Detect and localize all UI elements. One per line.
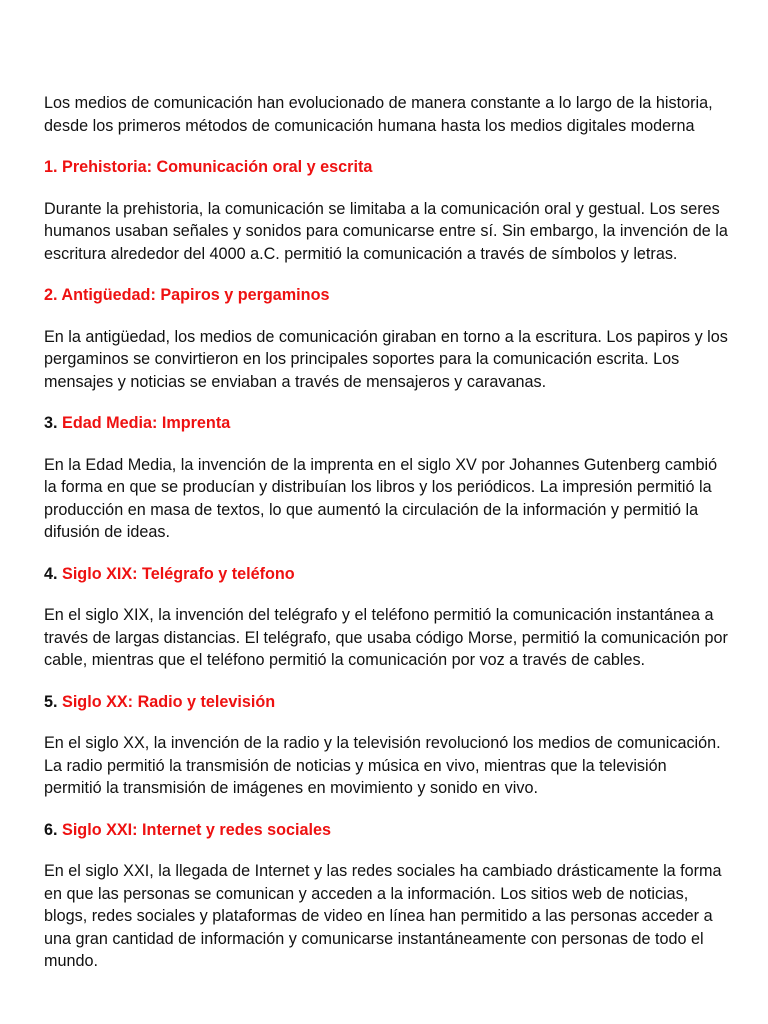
section-paragraph: En el siglo XXI, la llegada de Internet y las redes sociales ha cambiado drásticamente la forma en que las personas se comunican y acceden a la información. Los sitios web de noticias, blogs, redes sociales y plataformas de video en línea han permitido a las personas acceder a una gran cantidad de información y comunicarse instantáneamente con personas de todo el mundo. — [44, 862, 722, 970]
section-number: 1. — [44, 158, 58, 176]
section-title: Antigüedad: Papiros y pergaminos — [61, 286, 330, 304]
section-siglo-xix — [44, 563, 728, 672]
section-number: 3. — [44, 414, 58, 432]
intro-paragraph: Los medios de comunicación han evolucionado de manera constante a lo largo de la historia, desde los primeros métodos de comunicación humana hasta los medios digitales moderna — [44, 94, 713, 135]
section-paragraph: En el siglo XX, la invención de la radio y la televisión revolucionó los medios de comunicación. La radio permitió la transmisión de noticias y música en vivo, mientras que la televisión permitió la transmisión de imágenes en movimiento y sonido en vivo. — [44, 734, 721, 797]
section-heading — [44, 156, 728, 179]
section-heading — [44, 412, 728, 435]
section-title: Siglo XIX: Telégrafo y teléfono — [62, 564, 295, 583]
section-heading — [44, 691, 728, 714]
section-paragraph: En el siglo XIX, la invención del telégrafo y el teléfono permitió la comunicación instantánea a través de largas distancias. El telégrafo, que usaba código Morse, permitió la comunicación por cable, mientras que el teléfono permitió la comunicación por voz a través de cables. — [44, 606, 728, 669]
section-edad-media — [44, 412, 728, 544]
section-heading — [44, 284, 728, 307]
section-antiguedad — [44, 284, 728, 393]
section-paragraph: En la antigüedad, los medios de comunicación giraban en torno a la escritura. Los papiros y los pergaminos se convirtieron en los principales soportes para la comunicación escrita. Los mensajes y noticias se enviaban a través de mensajeros y caravanas. — [44, 327, 728, 391]
section-siglo-xx — [44, 691, 728, 800]
section-paragraph: Durante la prehistoria, la comunicación se limitaba a la comunicación oral y gestual. Los seres humanos usaban señales y sonidos para comunicarse entre sí. Sin embargo, la invención de la escritura alrededor del 4000 a.C. permitió la comunicación a través de símbolos y letras. — [44, 199, 728, 263]
section-number: 6. — [44, 820, 58, 839]
section-number: 2. — [44, 286, 58, 304]
section-title: Edad Media: Imprenta — [62, 414, 231, 432]
section-title: Siglo XX: Radio y televisión — [62, 692, 276, 711]
section-heading — [44, 819, 728, 842]
section-siglo-xxi — [44, 819, 728, 973]
section-heading — [44, 563, 728, 586]
section-number: 4. — [44, 564, 58, 583]
section-paragraph: En la Edad Media, la invención de la imprenta en el siglo XV por Johannes Gutenberg cambió la forma en que se producían y distribuían los libros y los periódicos. La impresión permitió la producción en masa de textos, lo que aumentó la circulación de la información y permitió la difusión de ideas. — [44, 455, 718, 541]
section-title: Siglo XXI: Internet y redes sociales — [62, 820, 332, 839]
section-number: 5. — [44, 692, 58, 711]
section-prehistoria — [44, 156, 728, 265]
section-title: Prehistoria: Comunicación oral y escrita — [62, 158, 373, 176]
